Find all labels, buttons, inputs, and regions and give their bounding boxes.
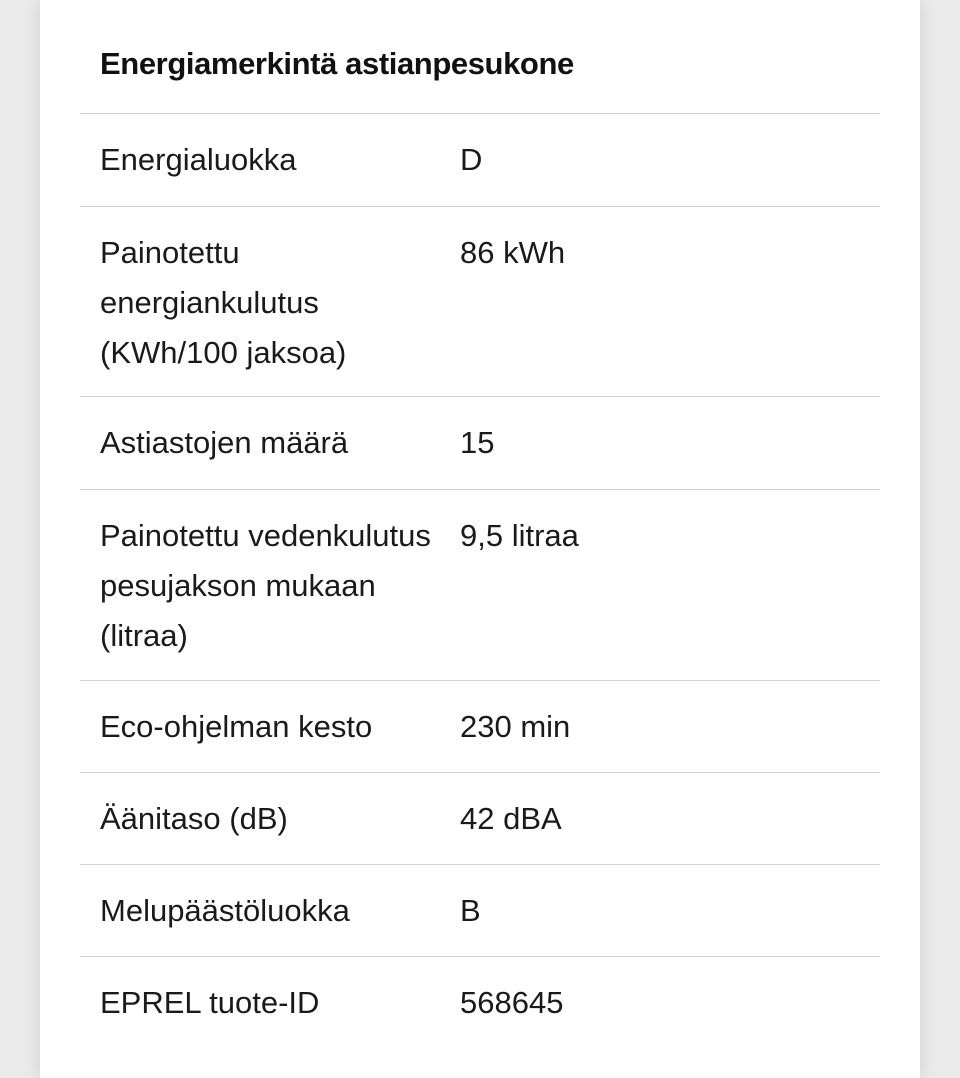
- table-row-noise-level: [80, 773, 880, 865]
- spec-label: Astiastojen määrä: [100, 425, 349, 460]
- spec-value: 15: [460, 425, 495, 460]
- spec-value: B: [460, 893, 481, 928]
- table-row-eprel-id: [80, 957, 880, 1057]
- spec-value: 230 min: [460, 709, 571, 744]
- spec-value: 42 dBA: [460, 801, 562, 836]
- spec-label: EPREL tuote-ID: [100, 985, 320, 1020]
- table-row-place-settings: [80, 397, 880, 490]
- table-row-noise-class: [80, 865, 880, 957]
- spec-value: 568645: [460, 985, 564, 1020]
- spec-label: Painotettu energiankulutus (KWh/100 jaksoa): [100, 235, 347, 370]
- spec-value: 9,5 litraa: [460, 518, 579, 553]
- spec-label: Melupäästöluokka: [100, 893, 350, 928]
- spec-label: Eco-ohjelman kesto: [100, 709, 373, 744]
- table-row-energy-consumption: [80, 207, 880, 397]
- table-row-energy-class: [80, 114, 880, 207]
- table-row-water-consumption: [80, 490, 880, 681]
- spec-card: [40, 0, 920, 1078]
- energy-label-table: [80, 113, 880, 1057]
- spec-label: Painotettu vedenkulutus pesujakson mukaan (litraa): [100, 518, 431, 653]
- spec-value: 86 kWh: [460, 235, 566, 270]
- spec-value: D: [460, 142, 483, 177]
- spec-label: Äänitaso (dB): [100, 801, 288, 836]
- section-title: Energiamerkintä astianpesukone: [100, 46, 574, 81]
- spec-label: Energialuokka: [100, 142, 297, 177]
- table-row-eco-duration: [80, 681, 880, 773]
